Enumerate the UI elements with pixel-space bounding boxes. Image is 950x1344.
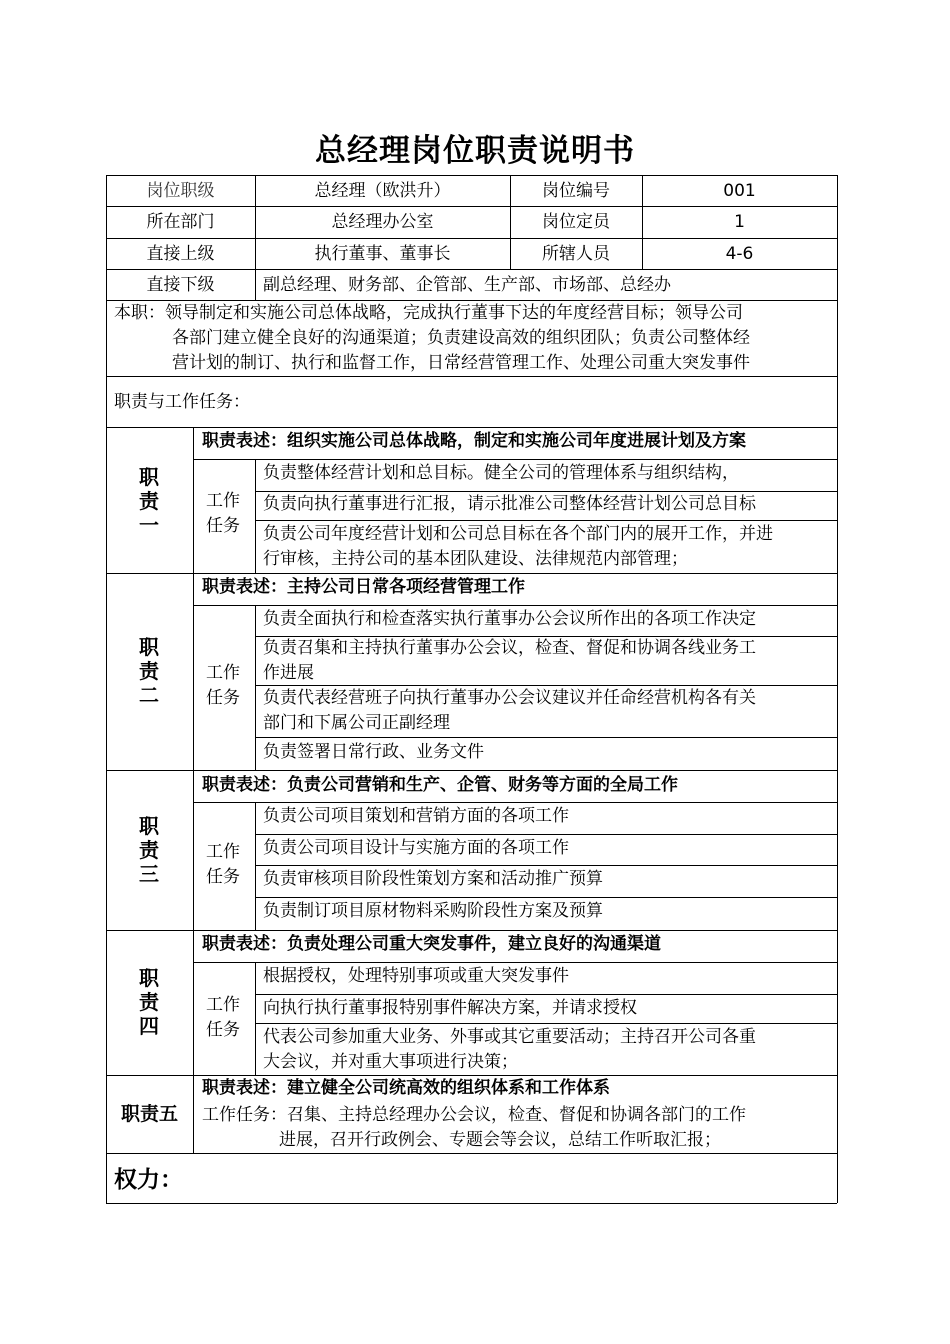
duty-1-task-3-line1: 负责公司年度经营计划和公司总目标在各个部门内的展开工作，并进: [263, 524, 773, 544]
duty-1-name: 职 责 一: [139, 465, 159, 537]
duty-4-task-3-line1: 代表公司参加重大业务、外事或其它重要活动；主持召开公司各重: [263, 1027, 756, 1047]
duty-2-name: 职 责 二: [139, 635, 159, 707]
duty-2-task-4: 负责签署日常行政、业务文件: [263, 742, 484, 762]
table-rule: [255, 865, 837, 866]
table-rule: [837, 175, 838, 1203]
core-duty-line2: 各部门建立健全良好的沟通渠道；负责建设高效的组织团队；负责公司整体经: [172, 328, 750, 348]
info-label-subordinate: 直接下级: [146, 274, 215, 295]
duty-5-name: 职责五: [120, 1103, 178, 1125]
table-rule: [193, 962, 837, 963]
info-label-level: 岗位职级: [146, 180, 215, 201]
duty-4-work-label: 工作 任务: [206, 995, 240, 1040]
table-rule: [255, 737, 837, 738]
duty-3-name: 职 责 三: [139, 814, 159, 886]
table-rule: [193, 802, 837, 803]
core-duty-line3: 营计划的制订、执行和监督工作，日常经营管理工作、处理公司重大突发事件: [172, 353, 750, 373]
table-rule: [255, 834, 837, 835]
duty-4-task-1: 根据授权，处理特别事项或重大突发事件: [263, 966, 569, 986]
duty-2-work-label: 工作 任务: [206, 663, 240, 708]
page-title: 总经理岗位职责说明书: [315, 133, 635, 169]
table-rule: [193, 427, 194, 1153]
duty-3-task-2: 负责公司项目设计与实施方面的各项工作: [263, 838, 569, 858]
table-rule: [106, 376, 837, 377]
duty-2-task-2-line2: 作进展: [263, 663, 314, 683]
duty-1-task-3-line2: 行审核，主持公司的基本团队建设、法律规范内部管理；: [263, 549, 688, 569]
table-rule: [255, 520, 837, 521]
table-rule: [106, 770, 837, 771]
duty-4-statement: 职责表述：负责处理公司重大突发事件，建立良好的沟通渠道: [202, 934, 661, 954]
info-value-superior: 执行董事、董事长: [314, 243, 451, 264]
info-label-code: 岗位编号: [542, 180, 610, 201]
table-rule: [106, 175, 107, 1203]
duty-4-task-3-line2: 大会议，并对重大事项进行决策；: [263, 1052, 518, 1072]
tasks-header: 职责与工作任务：: [114, 392, 250, 412]
duty-3-task-1: 负责公司项目策划和营销方面的各项工作: [263, 806, 569, 826]
table-rule: [193, 605, 837, 606]
duty-1-statement: 职责表述：组织实施公司总体战略，制定和实施公司年度进展计划及方案: [202, 431, 746, 451]
duty-3-statement: 职责表述：负责公司营销和生产、企管、财务等方面的全局工作: [202, 775, 678, 795]
duty-2-task-3-line2: 部门和下属公司正副经理: [263, 713, 450, 733]
table-rule: [255, 1023, 837, 1024]
duty-5-task-line2: 进展，召开行政例会、专题会等会议，总结工作听取汇报；: [279, 1130, 721, 1150]
table-rule: [255, 962, 256, 1075]
info-value-dept: 总经理办公室: [331, 212, 434, 232]
table-rule: [106, 573, 837, 574]
table-rule: [106, 930, 837, 931]
duty-2-statement: 职责表述：主持公司日常各项经营管理工作: [202, 577, 525, 597]
table-rule: [255, 994, 837, 995]
table-rule: [255, 605, 256, 770]
table-rule: [255, 459, 256, 573]
table-rule: [193, 459, 837, 460]
duty-5-statement: 职责表述：建立健全公司统高效的组织体系和工作体系: [202, 1078, 610, 1098]
info-value-level: 总经理（欧洪升）: [314, 180, 451, 201]
duty-4-name: 职 责 四: [139, 966, 159, 1038]
duty-3-work-label: 工作 任务: [206, 842, 240, 887]
duty-3-task-3: 负责审核项目阶段性策划方案和活动推广预算: [263, 869, 603, 889]
duty-2-task-2-line1: 负责召集和主持执行董事办公会议，检查、督促和协调各线业务工: [263, 638, 756, 658]
info-label-quota: 岗位定员: [542, 212, 610, 232]
duty-4-task-2: 向执行执行董事报特别事件解决方案，并请求授权: [263, 998, 637, 1018]
info-label-superior: 直接上级: [146, 243, 215, 264]
info-value-staff: 4-6: [725, 243, 754, 264]
table-rule: [255, 802, 256, 930]
duty-2-task-1: 负责全面执行和检查落实执行董事办公会议所作出的各项工作决定: [263, 609, 756, 629]
duty-5-task-line1: 工作任务：召集、主持总经理办公会议，检查、督促和协调各部门的工作: [202, 1105, 746, 1125]
duty-2-task-3-line1: 负责代表经营班子向执行董事办公会议建议并任命经营机构各有关: [263, 688, 756, 708]
duty-1-task-1: 负责整体经营计划和总目标。健全公司的管理体系与组织结构，: [263, 463, 739, 483]
info-value-subordinate: 副总经理、财务部、企管部、生产部、市场部、总经办: [263, 274, 671, 295]
table-rule: [106, 1153, 837, 1154]
info-value-code: 001: [723, 180, 756, 201]
power-label: 权力：: [114, 1167, 183, 1193]
info-label-dept: 所在部门: [146, 212, 215, 232]
info-label-staff: 所辖人员: [542, 243, 610, 264]
table-rule: [106, 1203, 837, 1204]
table-rule: [255, 897, 837, 898]
table-rule: [106, 427, 837, 428]
duty-1-task-2: 负责向执行董事进行汇报，请示批准公司整体经营计划公司总目标: [263, 494, 756, 514]
duty-1-work-label: 工作 任务: [206, 491, 240, 536]
core-duty-line1: 本职：领导制定和实施公司总体战略，完成执行董事下达的年度经营目标；领导公司: [114, 303, 743, 323]
duty-3-task-4: 负责制订项目原材物料采购阶段性方案及预算: [263, 901, 603, 921]
info-value-quota: 1: [734, 212, 745, 232]
